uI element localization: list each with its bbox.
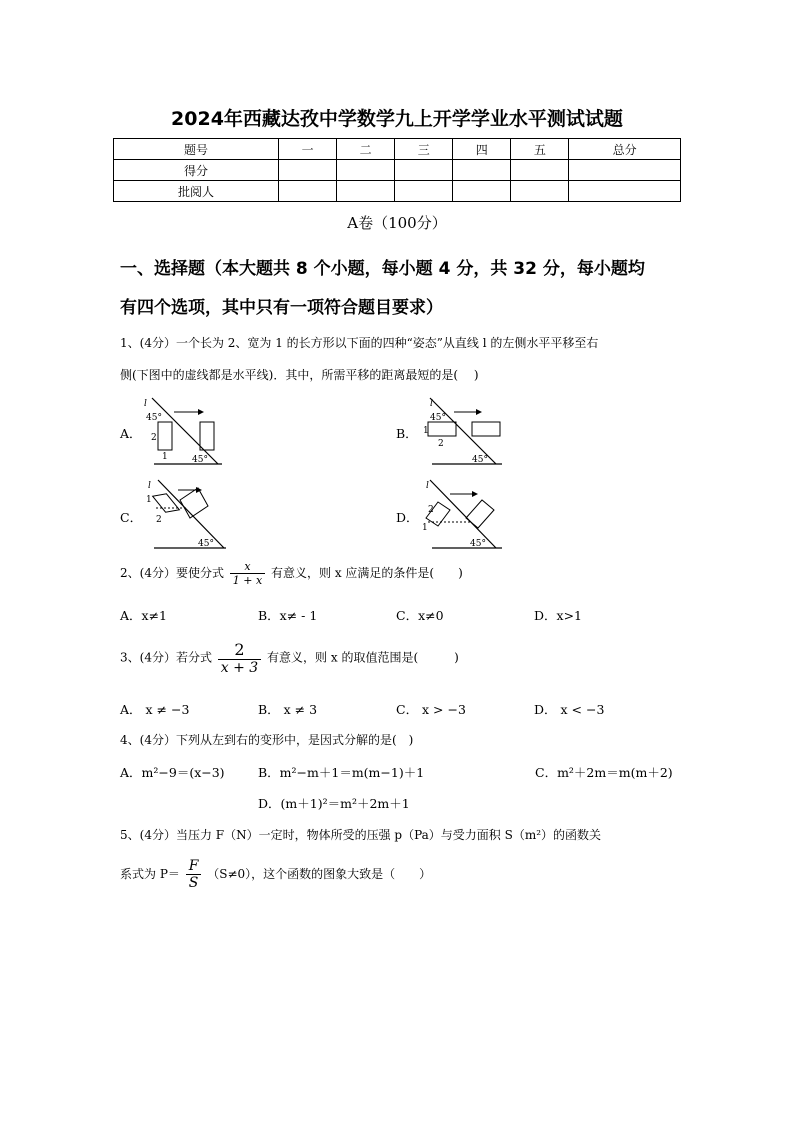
fig-label: 45°	[192, 455, 208, 465]
q1-figure-d	[420, 478, 504, 552]
q5-suffix: （S≠0），这个函数的图象大致是（ ）	[207, 867, 432, 881]
q3-option-b[interactable]: B． x ≠ 3	[258, 702, 318, 717]
fig-label: 1	[146, 495, 152, 505]
q1-option-b[interactable]: B．	[396, 426, 418, 441]
q3-fraction	[218, 640, 261, 676]
q3-option-a[interactable]: A． x ≠ −3	[120, 702, 190, 717]
q2-fraction	[230, 560, 265, 587]
fraction-numerator: x	[230, 560, 265, 574]
q4-stem: 4、(4分）下列从左到右的变形中，是因式分解的是( )	[120, 733, 414, 747]
q3-suffix: 有意义，则 x 的取值范围是( )	[267, 650, 459, 665]
table-cell: 一	[279, 139, 337, 160]
q1-option-c[interactable]: C．	[120, 510, 143, 525]
fig-label: l	[148, 481, 151, 491]
score-table-header-row	[114, 139, 681, 160]
q1-option-d[interactable]: D．	[396, 510, 419, 525]
part1-title-line2: 有四个选项，其中只有一项符合题目要求）	[120, 298, 443, 318]
q4-option-a[interactable]: A．m²−9＝(x−3)	[120, 765, 225, 780]
table-cell: 三	[395, 139, 453, 160]
fig-label: 1	[423, 426, 429, 436]
q4-option-b[interactable]: B．m²−m＋1＝m(m−1)＋1	[258, 765, 425, 780]
q5-line1: 5、(4分）当压力 F（N）一定时，物体所受的压强 p（Pa）与受力面积 S（m²）的函数关	[120, 828, 602, 842]
q2-option-a[interactable]: A．x≠1	[120, 608, 168, 623]
table-cell	[569, 160, 681, 181]
table-cell	[453, 181, 511, 202]
q1-figure-b	[420, 396, 510, 468]
q5-fraction	[186, 858, 202, 891]
q2-suffix: 有意义，则 x 应满足的条件是( )	[271, 566, 463, 580]
table-cell: 得分	[114, 160, 279, 181]
fig-label: 45°	[146, 413, 162, 423]
table-cell	[569, 181, 681, 202]
q3-prefix: 3、(4分）若分式	[120, 650, 212, 665]
fig-label: 2	[428, 505, 434, 515]
fig-label: l	[430, 399, 433, 409]
table-cell	[395, 181, 453, 202]
table-cell: 总分	[569, 139, 681, 160]
fig-label: 2	[151, 433, 157, 443]
fraction-denominator: x + 3	[220, 660, 259, 676]
section-a-heading: A卷（100分）	[347, 214, 447, 232]
table-cell	[279, 181, 337, 202]
q2-option-d[interactable]: D．x>1	[534, 608, 582, 623]
score-table-row	[114, 160, 681, 181]
fraction-denominator: 1 + x	[232, 574, 263, 587]
fig-label: 45°	[430, 413, 446, 423]
q2-prefix: 2、(4分）要使分式	[120, 566, 224, 580]
q3-option-d[interactable]: D． x < −3	[534, 702, 605, 717]
fig-label: 2	[438, 439, 444, 449]
q3-option-c[interactable]: C． x > −3	[396, 702, 466, 717]
fig-label: 1	[422, 523, 428, 533]
fraction-numerator: F	[186, 858, 202, 875]
q1-option-a[interactable]: A．	[120, 426, 142, 441]
table-cell	[279, 160, 337, 181]
q4-option-c[interactable]: C．m²＋2m＝m(m＋2)	[535, 765, 673, 780]
q1-figure-a	[142, 396, 224, 468]
fraction-denominator: S	[188, 875, 199, 891]
table-cell	[337, 181, 395, 202]
q3-stem	[120, 640, 459, 676]
table-cell	[337, 160, 395, 181]
fig-label: l	[426, 481, 429, 491]
fig-label: 1	[162, 452, 168, 462]
table-cell	[511, 160, 569, 181]
q2-option-b[interactable]: B．x≠ - 1	[258, 608, 318, 623]
q1-figure-c	[144, 478, 228, 552]
q5-prefix: 系式为 P＝	[120, 867, 180, 881]
page-title: 2024年西藏达孜中学数学九上开学学业水平测试试题	[171, 108, 623, 130]
table-cell	[395, 160, 453, 181]
q1-line2: 侧(下图中的虚线都是水平线)．其中，所需平移的距离最短的是( )	[120, 368, 479, 382]
fig-label: 45°	[470, 539, 486, 549]
fraction-numerator: 2	[218, 640, 261, 660]
fig-label: l	[144, 399, 147, 409]
table-cell: 二	[337, 139, 395, 160]
q2-option-c[interactable]: C．x≠0	[396, 608, 444, 623]
part1-title-line1: 一、选择题（本大题共 8 个小题，每小题 4 分，共 32 分，每小题均	[120, 259, 645, 279]
table-cell	[453, 160, 511, 181]
q1-line1: 1、(4分）一个长为 2、宽为 1 的长方形以下面的四种“姿态”从直线 l 的左侧水平平移至右	[120, 336, 599, 350]
q4-option-d[interactable]: D．(m＋1)²＝m²＋2m＋1	[258, 796, 410, 811]
fig-label: 45°	[198, 539, 214, 549]
table-cell	[511, 181, 569, 202]
table-cell: 题号	[114, 139, 279, 160]
fig-label: 45°	[472, 455, 488, 465]
q2-stem	[120, 560, 463, 587]
table-cell: 批阅人	[114, 181, 279, 202]
score-table	[113, 138, 681, 202]
fig-label: 2	[156, 515, 162, 525]
score-table-row	[114, 181, 681, 202]
q5-line2	[120, 858, 431, 891]
table-cell: 四	[453, 139, 511, 160]
table-cell: 五	[511, 139, 569, 160]
